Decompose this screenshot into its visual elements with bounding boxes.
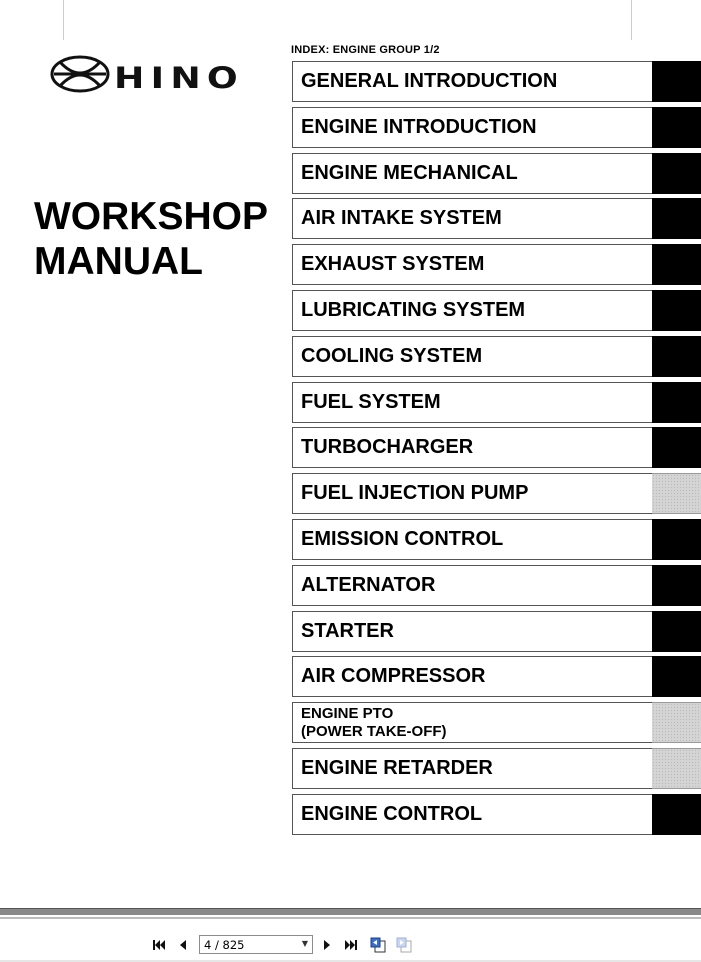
section-tab-black: [652, 656, 701, 697]
section-tab-black: [652, 427, 701, 468]
toc-item[interactable]: [292, 427, 701, 468]
toc-item-box[interactable]: [292, 702, 653, 743]
toc-item-label: FUEL INJECTION PUMP: [301, 482, 529, 504]
index-label: INDEX: ENGINE GROUP 1/2: [291, 44, 440, 56]
toc-item-box[interactable]: [292, 244, 653, 285]
pdf-viewer-toolbar: [0, 905, 701, 962]
previous-page-icon: [178, 939, 188, 951]
toc-item-box[interactable]: [292, 611, 653, 652]
toc-item[interactable]: [292, 198, 701, 239]
toc-item-label: TURBOCHARGER: [301, 436, 474, 458]
toc-item-box[interactable]: [292, 107, 653, 148]
hino-logo: [50, 54, 250, 98]
toc-item[interactable]: [292, 153, 701, 194]
section-tab-black: [652, 519, 701, 560]
toc-item[interactable]: [292, 748, 701, 789]
section-tab-gray: [652, 473, 701, 514]
previous-view-button[interactable]: [370, 937, 386, 953]
section-tab-gray: [652, 748, 701, 789]
section-tab-black: [652, 565, 701, 606]
toc-item[interactable]: [292, 565, 701, 606]
toc-item-box[interactable]: [292, 656, 653, 697]
last-page-button[interactable]: [343, 937, 359, 953]
toc-item-label: ENGINE CONTROL: [301, 803, 483, 825]
toc-item-box[interactable]: [292, 427, 653, 468]
toc-item[interactable]: [292, 382, 701, 423]
first-page-icon: [152, 939, 166, 951]
toc-item-label: AIR INTAKE SYSTEM: [301, 207, 502, 229]
section-tab-black: [652, 153, 701, 194]
toc-item[interactable]: [292, 244, 701, 285]
toc-item-label: STARTER: [301, 620, 394, 642]
toc-item-label: ENGINE INTRODUCTION: [301, 116, 537, 138]
hino-emblem-icon: [50, 54, 110, 94]
toolbar-separator-light: [0, 917, 701, 919]
section-tab-black: [652, 794, 701, 835]
page-indicator: 4 / 825: [204, 937, 245, 952]
page-navigation: [0, 933, 701, 957]
next-view-button[interactable]: [396, 937, 412, 953]
toc-item[interactable]: [292, 336, 701, 377]
brand-name: HINO: [114, 61, 244, 95]
toc-item-box[interactable]: [292, 336, 653, 377]
toc-item-label: COOLING SYSTEM: [301, 345, 483, 367]
toc-item-box[interactable]: [292, 794, 653, 835]
section-tab-black: [652, 107, 701, 148]
toc-item[interactable]: [292, 702, 701, 743]
toc-item-label: LUBRICATING SYSTEM: [301, 299, 526, 321]
section-tab-black: [652, 290, 701, 331]
next-page-button[interactable]: [319, 937, 335, 953]
section-tab-black: [652, 244, 701, 285]
toc-item-box[interactable]: [292, 565, 653, 606]
section-tab-black: [652, 336, 701, 377]
toc-item-label: EMISSION CONTROL: [301, 528, 504, 550]
section-tab-black: [652, 198, 701, 239]
document-title: [34, 194, 268, 284]
previous-view-icon: [370, 937, 386, 953]
toc-item[interactable]: [292, 519, 701, 560]
title-line-1: WORKSHOP: [34, 195, 268, 238]
page-margin-rule-right: [631, 0, 632, 40]
toc-item-label: FUEL SYSTEM: [301, 391, 441, 413]
toc-item[interactable]: [292, 656, 701, 697]
toc-item[interactable]: [292, 107, 701, 148]
section-tab-black: [652, 61, 701, 102]
page-number-field[interactable]: [199, 935, 313, 954]
toc-item[interactable]: [292, 611, 701, 652]
toc-item-box[interactable]: [292, 473, 653, 514]
section-tab-black: [652, 611, 701, 652]
toc-item-box[interactable]: [292, 382, 653, 423]
next-page-icon: [322, 939, 332, 951]
toc-item-label: ENGINE MECHANICAL: [301, 162, 518, 184]
toc-item-box[interactable]: [292, 290, 653, 331]
toc-item[interactable]: [292, 290, 701, 331]
toc-item[interactable]: [292, 473, 701, 514]
toc-item-label: ENGINE RETARDER: [301, 757, 493, 779]
last-page-icon: [344, 939, 358, 951]
toc-item-box[interactable]: [292, 61, 653, 102]
page-margin-rule-left: [63, 0, 64, 40]
toc-item-box[interactable]: [292, 519, 653, 560]
title-line-2: MANUAL: [34, 240, 203, 283]
previous-page-button[interactable]: [175, 937, 191, 953]
toc-item[interactable]: [292, 794, 701, 835]
chevron-down-icon[interactable]: ▼: [301, 939, 308, 948]
toc-item-label: ENGINE PTO (POWER TAKE-OFF): [301, 704, 447, 740]
toc-item-label: EXHAUST SYSTEM: [301, 253, 485, 275]
section-tab-gray: [652, 702, 701, 743]
toc-item-box[interactable]: [292, 198, 653, 239]
toc-item-box[interactable]: [292, 748, 653, 789]
next-view-icon: [396, 937, 412, 953]
first-page-button[interactable]: [151, 937, 167, 953]
toc-item-box[interactable]: [292, 153, 653, 194]
toc-item-label: ALTERNATOR: [301, 574, 436, 596]
section-tab-black: [652, 382, 701, 423]
toc-item-label: AIR COMPRESSOR: [301, 665, 486, 687]
toolbar-separator: [0, 908, 701, 915]
toc-item-label: GENERAL INTRODUCTION: [301, 70, 558, 92]
toc-item[interactable]: [292, 61, 701, 102]
